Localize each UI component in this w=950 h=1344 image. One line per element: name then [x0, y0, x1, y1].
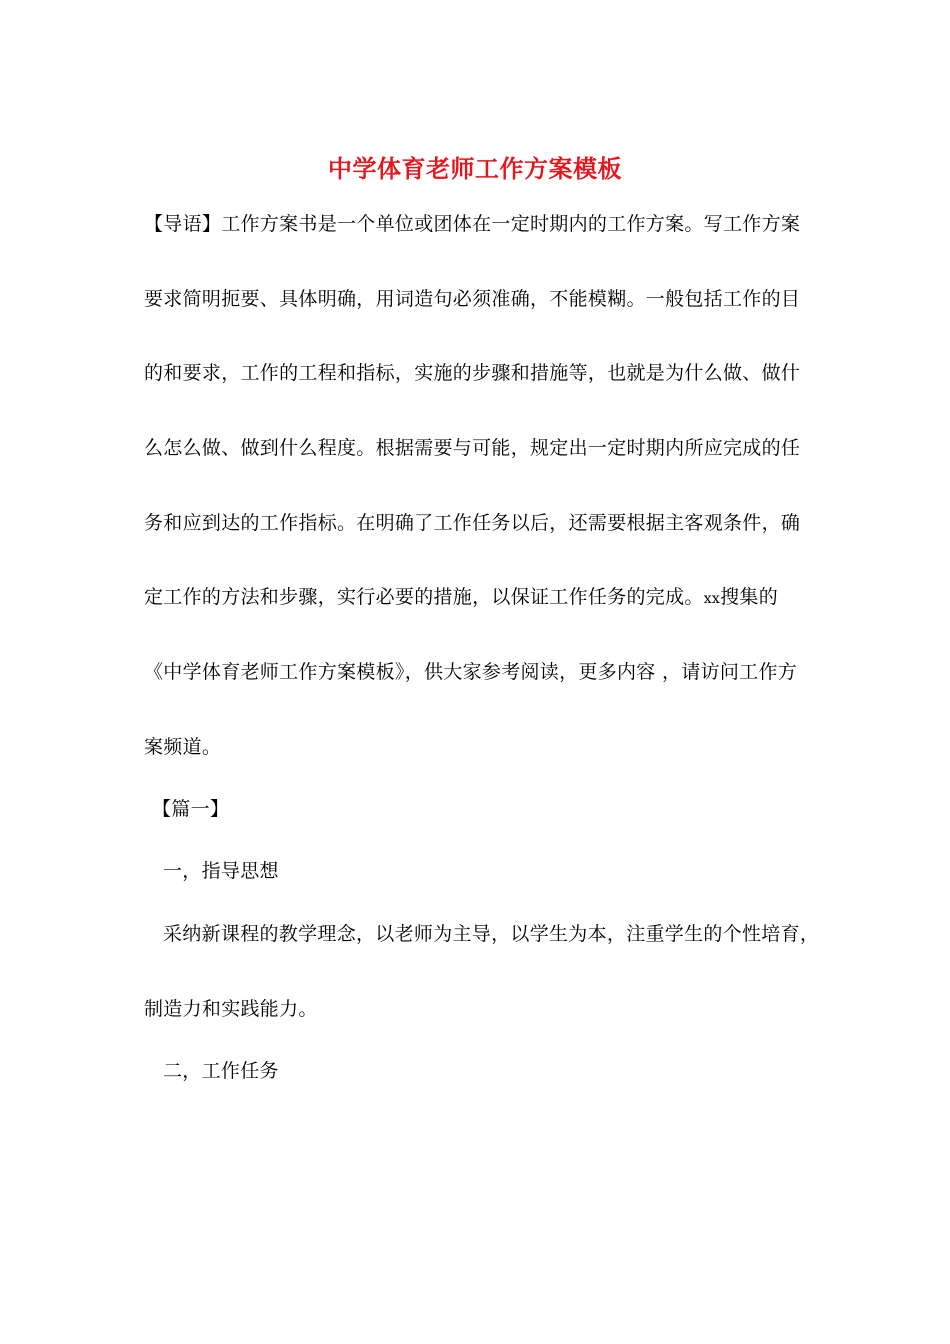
paragraph-line: 采纳新课程的教学理念，以老师为主导，以学生为本，注重学生的个性培育，: [163, 923, 820, 945]
intro-line: 案频道。: [144, 736, 222, 758]
intro-line: 【导语】工作方案书是一个单位或团体在一定时期内的工作方案。写工作方案: [144, 213, 801, 235]
intro-line: 务和应到达的工作指标。在明确了工作任务以后，还需要根据主客观条件，确: [144, 512, 801, 534]
section-heading: 二，工作任务: [163, 1060, 279, 1082]
intro-line-text: 定工作的方法和步骤，实行必要的措施，以保证工作任务的完成。: [144, 586, 704, 608]
intro-line: [144, 583, 778, 613]
intro-line: 《中学体育老师工作方案模板》，供大家参考阅读，更多内容 ，请访问工作方: [144, 661, 798, 683]
paragraph-line: 制造力和实践能力。: [144, 998, 318, 1020]
section-heading: 一，指导思想: [163, 860, 279, 882]
intro-line-xx: xx: [703, 591, 721, 607]
intro-line: 么怎么做、做到什么程度。根据需要与可能，规定出一定时期内所应完成的任: [144, 437, 801, 459]
document-title: 中学体育老师工作方案模板: [328, 154, 622, 183]
section-label: 【篇一】: [152, 798, 230, 820]
intro-line: 的和要求，工作的工程和指标，实施的步骤和措施等，也就是为什么做、做什: [144, 362, 801, 384]
intro-line: 要求简明扼要、具体明确，用词造句必须准确，不能模糊。一般包括工作的目: [144, 288, 801, 310]
intro-line-text: 搜集的: [720, 586, 779, 608]
